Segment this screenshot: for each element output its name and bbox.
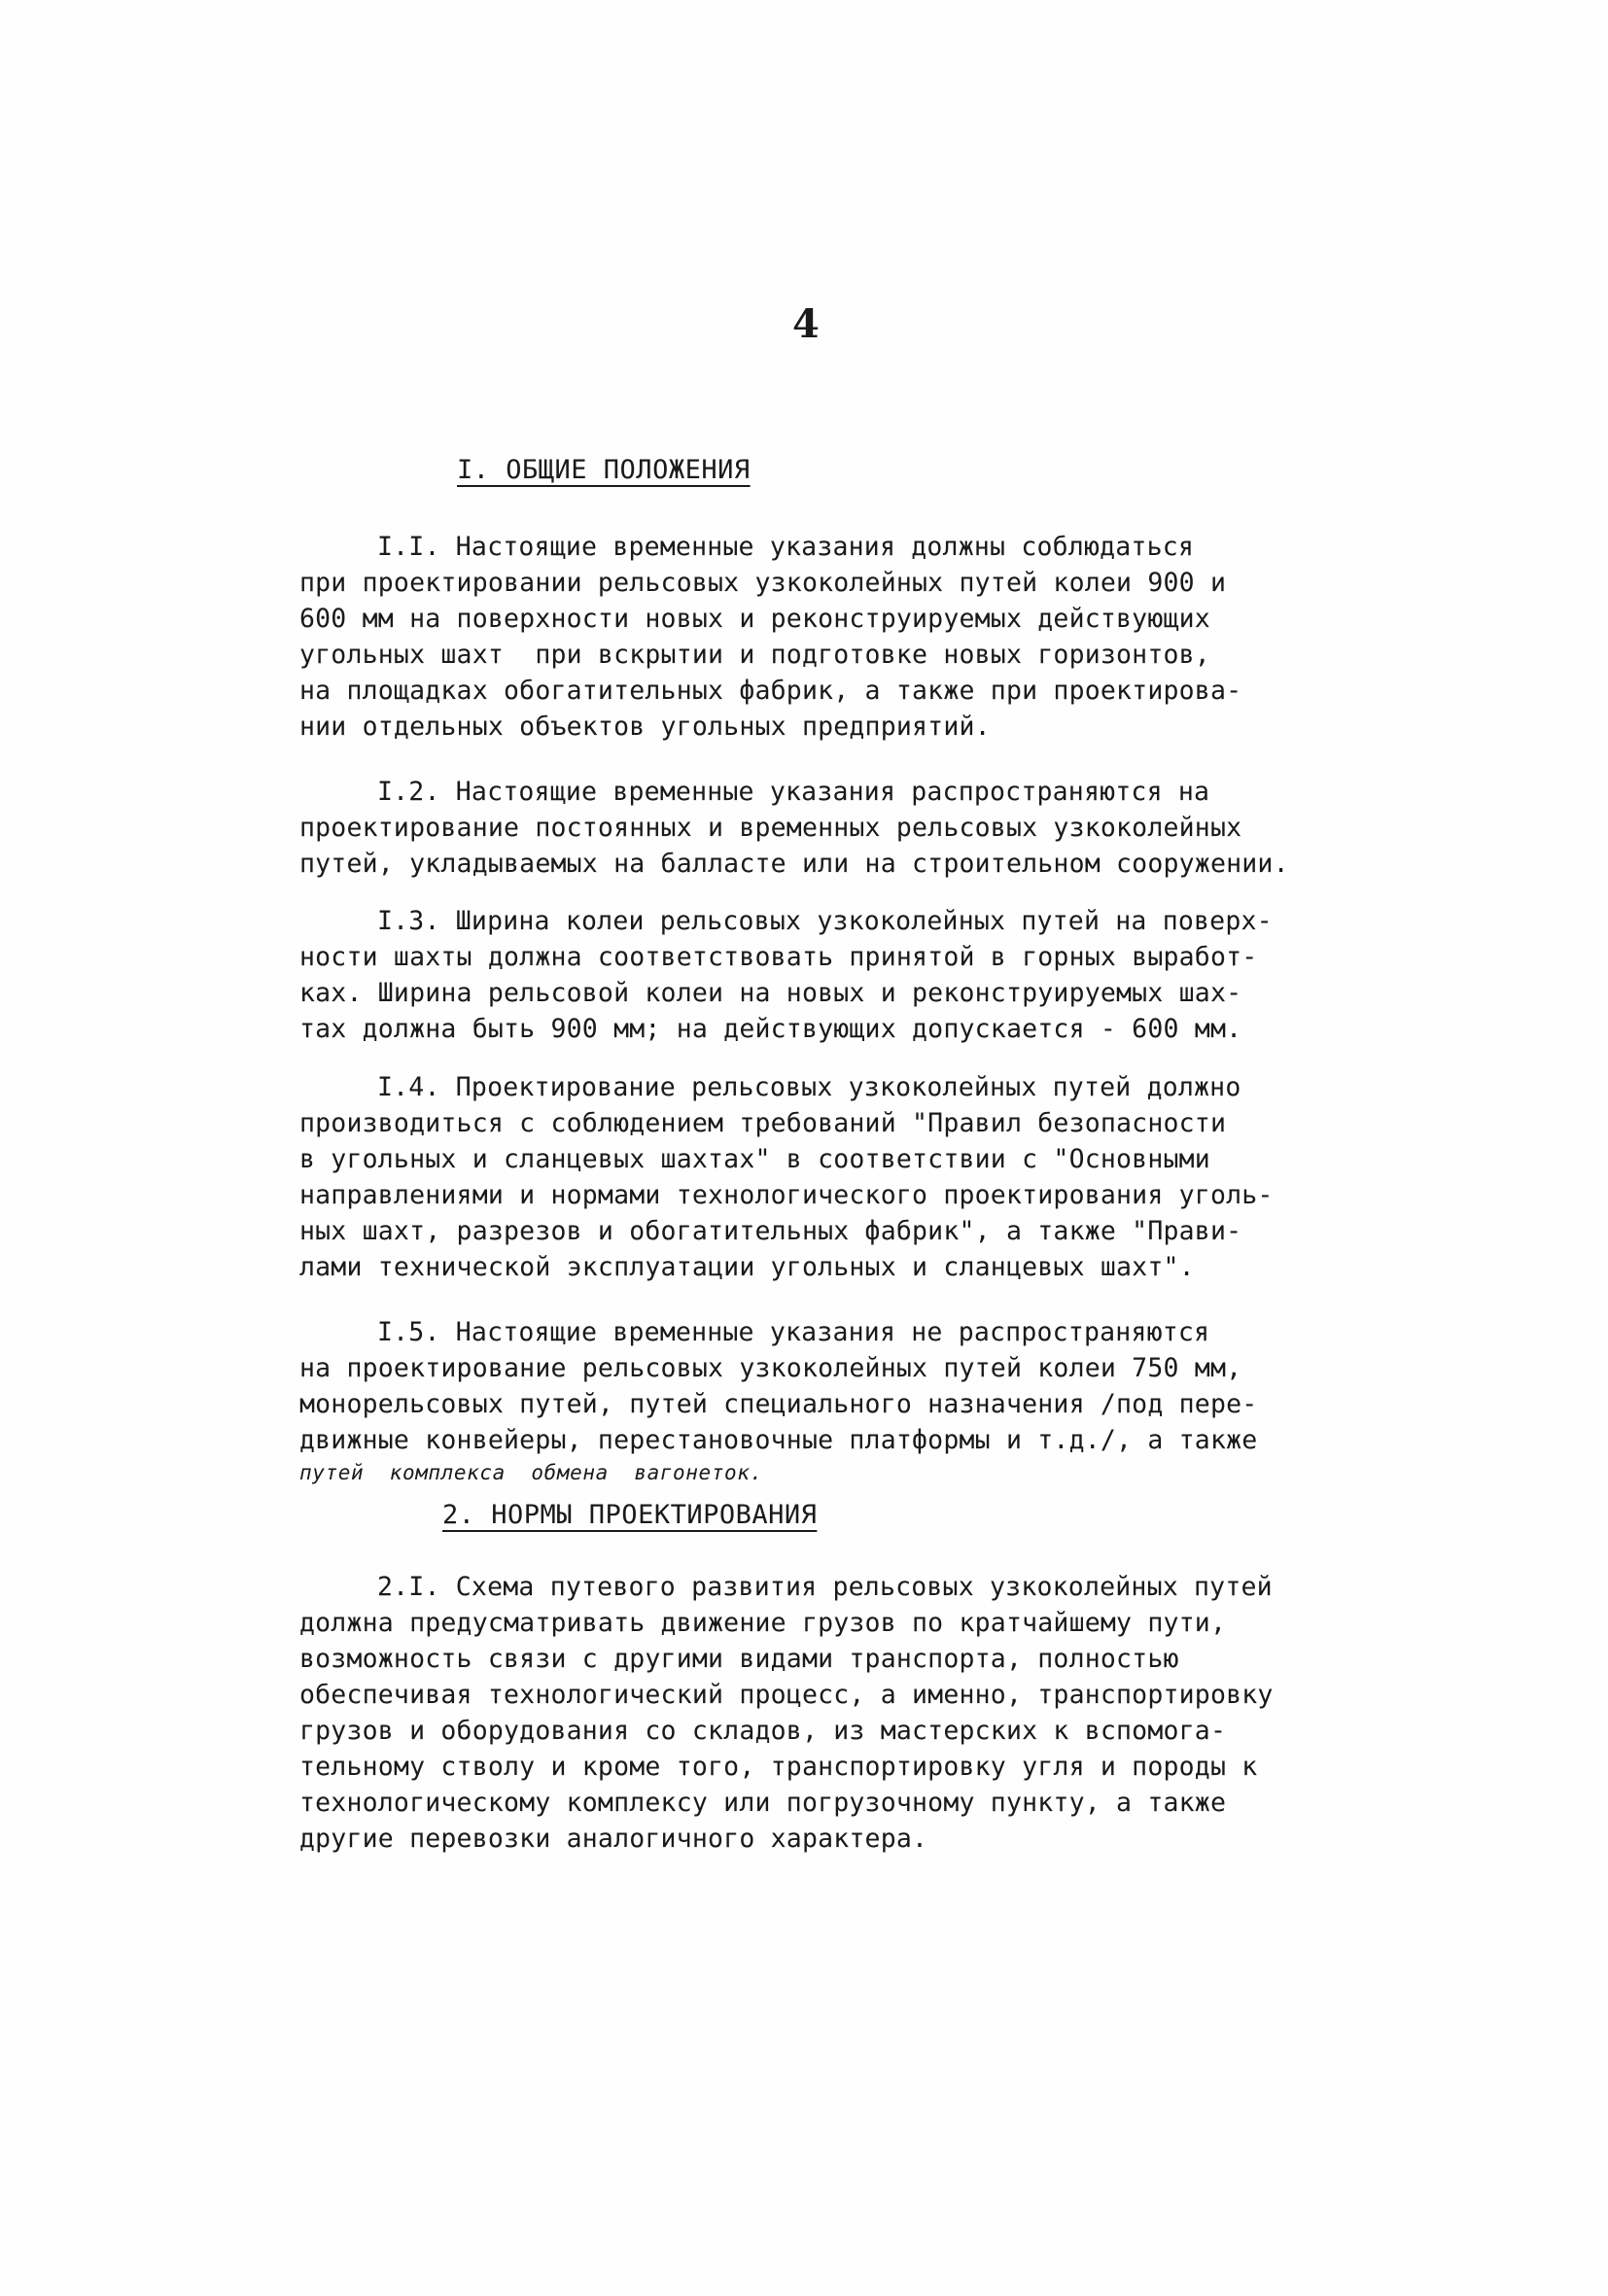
text-line: должна предусматривать движение грузов по кратчайшему пути, xyxy=(299,1608,1227,1638)
text-line: ности шахты должна соответствовать принятой в горных выработ- xyxy=(299,942,1258,972)
text-line: 600 мм на поверхности новых и реконструируемых действующих xyxy=(299,604,1210,634)
text-line: другие перевозки аналогичного характера. xyxy=(299,1824,928,1854)
text-line: грузов и оборудования со складов, из мастерских к вспомога- xyxy=(299,1716,1227,1746)
text-line: 2.I. Схема путевого развития рельсовых узкоколейных путей xyxy=(377,1572,1273,1602)
text-line: ных шахт, разрезов и обогатительных фабрик", а также "Прави- xyxy=(299,1216,1242,1246)
text-line: движные конвейеры, перестановочные платформы и т.д./, а также xyxy=(299,1425,1258,1455)
text-line: направлениями и нормами технологического проектирования уголь- xyxy=(299,1180,1274,1210)
text-line: проектирование постоянных и временных рельсовых узкоколейных xyxy=(299,813,1242,843)
section-2-heading: 2. НОРМЫ ПРОЕКТИРОВАНИЯ xyxy=(442,1500,818,1530)
page-number: 4 xyxy=(792,301,820,347)
text-line: возможность связи с другими видами транспорта, полностью xyxy=(299,1644,1179,1674)
handwritten-insert-line: путей комплекса обмена вагонеток. xyxy=(299,1461,763,1484)
text-line: обеспечивая технологический процесс, а именно, транспортировку xyxy=(299,1680,1274,1710)
text-line: угольных шахт при вскрытии и подготовке новых горизонтов, xyxy=(299,640,1210,670)
text-line: производиться с соблюдением требований "Правил безопасности xyxy=(299,1108,1227,1138)
text-line: монорельсовых путей, путей специального назначения /под пере- xyxy=(299,1389,1258,1419)
text-line: нии отдельных объектов угольных предприятий. xyxy=(299,712,991,742)
text-line: I.3. Ширина колеи рельсовых узкоколейных путей на поверх- xyxy=(377,906,1273,936)
text-line: путей, укладываемых на балласте или на строительном сооружении. xyxy=(299,849,1289,879)
text-line: тах должна быть 900 мм; на действующих допускается - 600 мм. xyxy=(299,1014,1242,1044)
text-line: на площадках обогатительных фабрик, а также при проектирова- xyxy=(299,676,1242,706)
text-line: I.I. Настоящие временные указания должны соблюдаться xyxy=(377,532,1195,562)
text-line: I.5. Настоящие временные указания не распространяются xyxy=(377,1317,1210,1347)
text-line: тельному стволу и кроме того, транспортировку угля и породы к xyxy=(299,1752,1258,1782)
text-line: технологическому комплексу или погрузочному пункту, а также xyxy=(299,1788,1227,1818)
text-line: I.2. Настоящие временные указания распространяются на xyxy=(377,777,1210,807)
text-line: I.4. Проектирование рельсовых узкоколейных путей должно xyxy=(377,1072,1241,1102)
section-1-heading: I. ОБЩИЕ ПОЛОЖЕНИЯ xyxy=(457,455,751,485)
text-line: ках. Ширина рельсовой колеи на новых и реконструируемых шах- xyxy=(299,978,1242,1008)
text-line: при проектировании рельсовых узкоколейных путей колеи 900 и xyxy=(299,568,1227,598)
text-line: в угольных и сланцевых шахтах" в соответствии с "Основными xyxy=(299,1144,1210,1174)
text-line: лами технической эксплуатации угольных и сланцевых шахт". xyxy=(299,1252,1195,1282)
text-line: на проектирование рельсовых узкоколейных путей колеи 750 мм, xyxy=(299,1353,1242,1383)
